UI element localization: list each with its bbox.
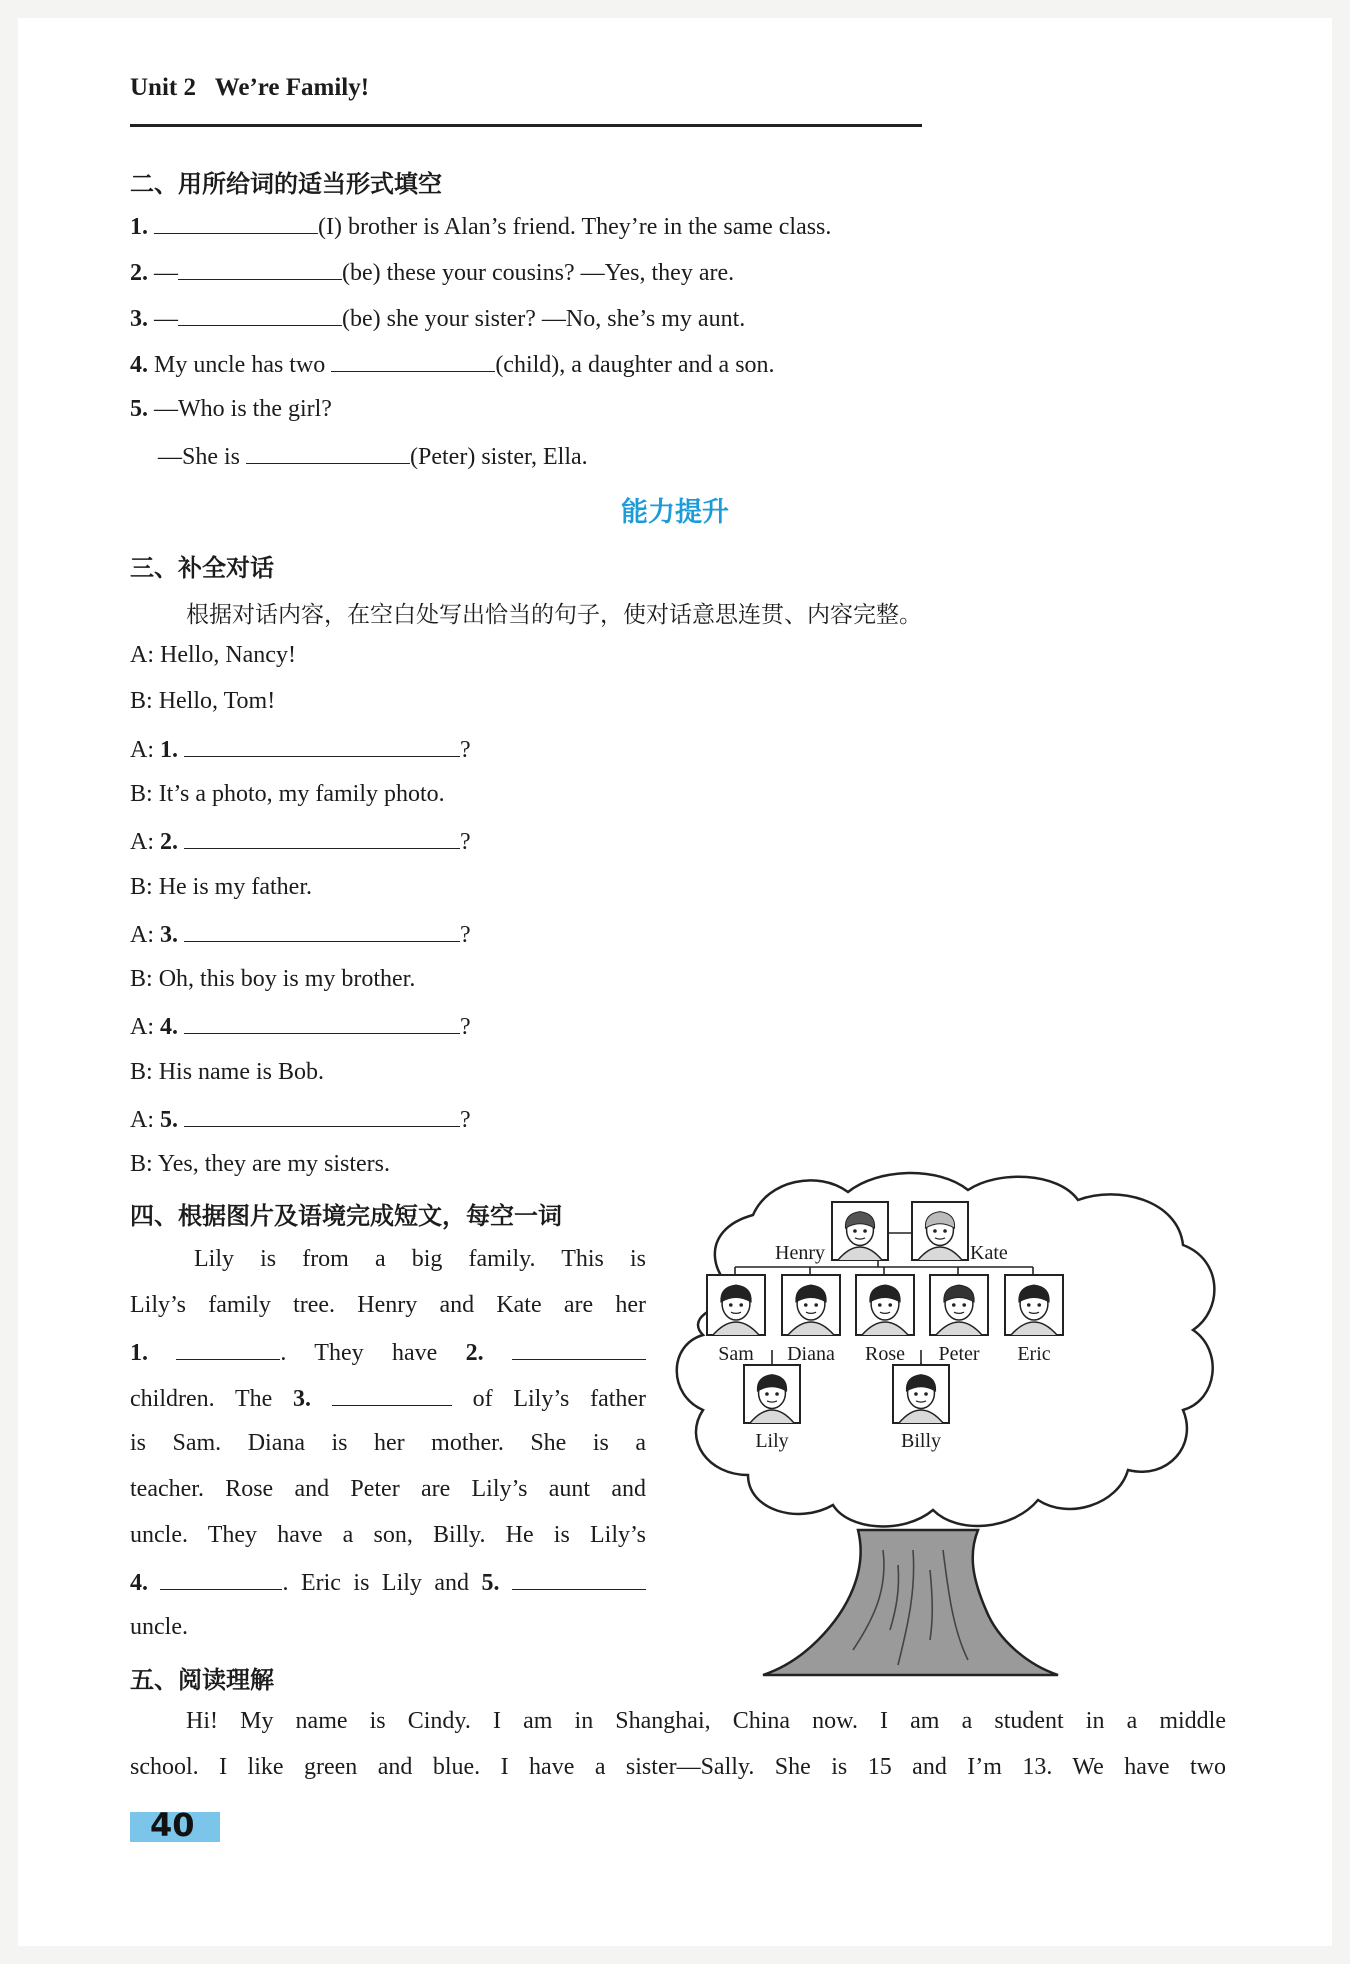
dialogue-number: 1.: [160, 736, 178, 763]
section3-instruction: 根据对话内容，在空白处写出恰当的句子，使对话意思连贯、内容完整。: [186, 602, 922, 628]
family-member-portrait: [930, 1275, 988, 1365]
s4-line-2: Lily’s family tree. Henry and Kate are her: [130, 1292, 646, 1318]
section4-heading: 四、根据图片及语境完成短文，每空一词: [130, 1202, 562, 1230]
dialogue-number: 3.: [160, 921, 178, 948]
dialogue-line: [130, 735, 471, 764]
dialogue-speaker: B:: [130, 966, 153, 993]
portrait-eye: [878, 1303, 882, 1307]
s4-line-6: teacher. Rose and Peter are Lily’s aunt and: [130, 1476, 646, 1502]
family-member-name: Kate: [970, 1242, 1008, 1264]
family-member-name: Lily: [755, 1430, 789, 1452]
portrait-eye: [1037, 1303, 1041, 1307]
dialogue-speaker: B:: [130, 1151, 153, 1178]
s2-item-5-answer: —She is (Peter) sister, Ella.: [158, 444, 588, 470]
family-member-portrait: [782, 1275, 840, 1365]
family-tree-illustration: [668, 1170, 1228, 1690]
section5-heading: 五、阅读理解: [130, 1666, 274, 1694]
portrait-eye: [814, 1303, 818, 1307]
family-member-name: Eric: [1017, 1343, 1051, 1365]
dialogue-line: [130, 827, 471, 856]
family-member-name: Billy: [900, 1430, 942, 1452]
s2-item-2: 2. — (be) these your cousins? —Yes, they are.: [130, 260, 735, 286]
dialogue-speaker: A:: [130, 642, 154, 668]
dialogue-speaker: A:: [130, 736, 154, 763]
portrait-eye: [863, 1229, 867, 1233]
portrait-eye: [952, 1303, 956, 1307]
section2-heading: 二、用所给词的适当形式填空: [130, 170, 442, 198]
s2-item-4: 4. My uncle has two (child), a daughter and a son.: [130, 352, 775, 378]
header-rule: [130, 124, 922, 127]
dialogue-speaker: B:: [130, 688, 153, 715]
s5-paragraph-line-1: Hi! My name is Cindy. I am in Shanghai, China now. I am a student in a middle: [186, 1708, 1226, 1734]
family-member-name: Rose: [865, 1343, 905, 1365]
s4-blank-2[interactable]: [512, 1338, 646, 1360]
s4-line-4: children. The 3. of Lily’s father: [130, 1386, 647, 1412]
family-member-name: Diana: [787, 1343, 835, 1365]
s4-line-7: uncle. They have a son, Billy. He is Lily’s: [130, 1522, 646, 1548]
dialogue-speaker: B:: [130, 1058, 153, 1085]
dialogue-blank[interactable]: [184, 735, 460, 757]
family-member-name: Peter: [938, 1343, 980, 1365]
s4-blank-1[interactable]: [176, 1338, 280, 1360]
family-member-name: Henry: [775, 1242, 825, 1264]
dialogue-text: He is my father.: [158, 873, 312, 900]
s4-line-9: uncle.: [130, 1614, 188, 1640]
dialogue-text: Oh, this boy is my brother.: [158, 966, 416, 993]
dialogue-line: [130, 920, 471, 949]
unit-title: We’re Family!: [214, 74, 370, 101]
s4-blank-3[interactable]: [332, 1384, 452, 1406]
dialogue-text: ?: [460, 736, 471, 763]
s2-item-3: 3. — (be) she your sister? —No, she’s my aunt.: [130, 306, 746, 332]
dialogue-line: [130, 781, 445, 808]
s2-item-1: 1. (I) brother is Alan’s friend. They’re in the same class.: [130, 214, 832, 240]
s5-paragraph-line-2: school. I like green and blue. I have a sister—Sally. She is 15 and I’m 13. We have two: [130, 1754, 1226, 1780]
portrait-eye: [962, 1303, 966, 1307]
portrait-eye: [888, 1303, 892, 1307]
dialogue-blank[interactable]: [184, 1105, 460, 1127]
s4-blank-4[interactable]: [160, 1568, 282, 1590]
dialogue-speaker: B:: [130, 873, 153, 900]
s4-line-1: Lily is from a big family. This is: [194, 1246, 646, 1272]
s4-line-5: is Sam. Diana is her mother. She is a: [130, 1430, 646, 1456]
dialogue-text: Hello, Nancy!: [160, 642, 296, 668]
dialogue-line: [130, 642, 296, 669]
dialogue-line: [130, 1059, 324, 1086]
dialogue-text: It’s a photo, my family photo.: [158, 780, 445, 807]
dialogue-blank[interactable]: [184, 827, 460, 849]
portrait-eye: [924, 1392, 928, 1396]
dialogue-line: [130, 1105, 471, 1134]
blank-1[interactable]: [154, 212, 318, 234]
dialogue-blank[interactable]: [184, 1012, 460, 1034]
portrait-eye: [943, 1229, 947, 1233]
dialogue-number: 4.: [160, 1014, 178, 1041]
s4-line-3: 1. . They have 2.: [130, 1338, 646, 1367]
dialogue-text: ?: [460, 829, 471, 856]
dialogue-speaker: B:: [130, 780, 153, 807]
portrait-eye: [739, 1303, 743, 1307]
dialogue-text: ?: [460, 1014, 471, 1041]
family-member-portrait: [893, 1365, 949, 1452]
page-number: 40: [150, 1806, 195, 1844]
blank-4[interactable]: [331, 350, 495, 372]
dialogue-text: Yes, they are my sisters.: [157, 1151, 391, 1178]
ability-banner: 能力提升: [621, 497, 729, 528]
dialogue-line: [130, 688, 275, 715]
unit-label: Unit 2: [130, 74, 196, 101]
dialogue-line: [130, 874, 312, 901]
dialogue-text: Hello, Tom!: [158, 688, 276, 715]
s2-item-5: 5. —Who is the girl?: [130, 396, 332, 422]
dialogue-line: [130, 966, 415, 993]
blank-5[interactable]: [246, 442, 410, 464]
dialogue-number: 5.: [160, 1107, 178, 1133]
blank-2[interactable]: [178, 258, 342, 280]
dialogue-line: [130, 1012, 471, 1041]
s4-blank-5[interactable]: [512, 1568, 646, 1590]
portrait-eye: [729, 1303, 733, 1307]
portrait-eye: [933, 1229, 937, 1233]
portrait-eye: [804, 1303, 808, 1307]
dialogue-speaker: A:: [130, 1014, 154, 1041]
dialogue-blank[interactable]: [184, 920, 460, 942]
portrait-eye: [853, 1229, 857, 1233]
dialogue-line: [130, 1151, 390, 1178]
portrait-eye: [765, 1392, 769, 1396]
dialogue-text: His name is Bob.: [158, 1058, 325, 1085]
portrait-eye: [1027, 1303, 1031, 1307]
dialogue-text: ?: [460, 1107, 471, 1133]
unit-header: [130, 74, 369, 102]
portrait-eye: [775, 1392, 779, 1396]
dialogue-speaker: A:: [130, 921, 154, 948]
dialogue-speaker: A:: [130, 1107, 154, 1133]
family-member-name: Sam: [718, 1343, 754, 1365]
dialogue-number: 2.: [160, 829, 178, 856]
dialogue-speaker: A:: [130, 829, 154, 856]
section3-heading: 三、补全对话: [130, 554, 274, 582]
dialogue-text: ?: [460, 921, 471, 948]
s4-line-8: 4. . Eric is Lily and 5.: [130, 1568, 646, 1597]
blank-3[interactable]: [178, 304, 342, 326]
portrait-eye: [914, 1392, 918, 1396]
